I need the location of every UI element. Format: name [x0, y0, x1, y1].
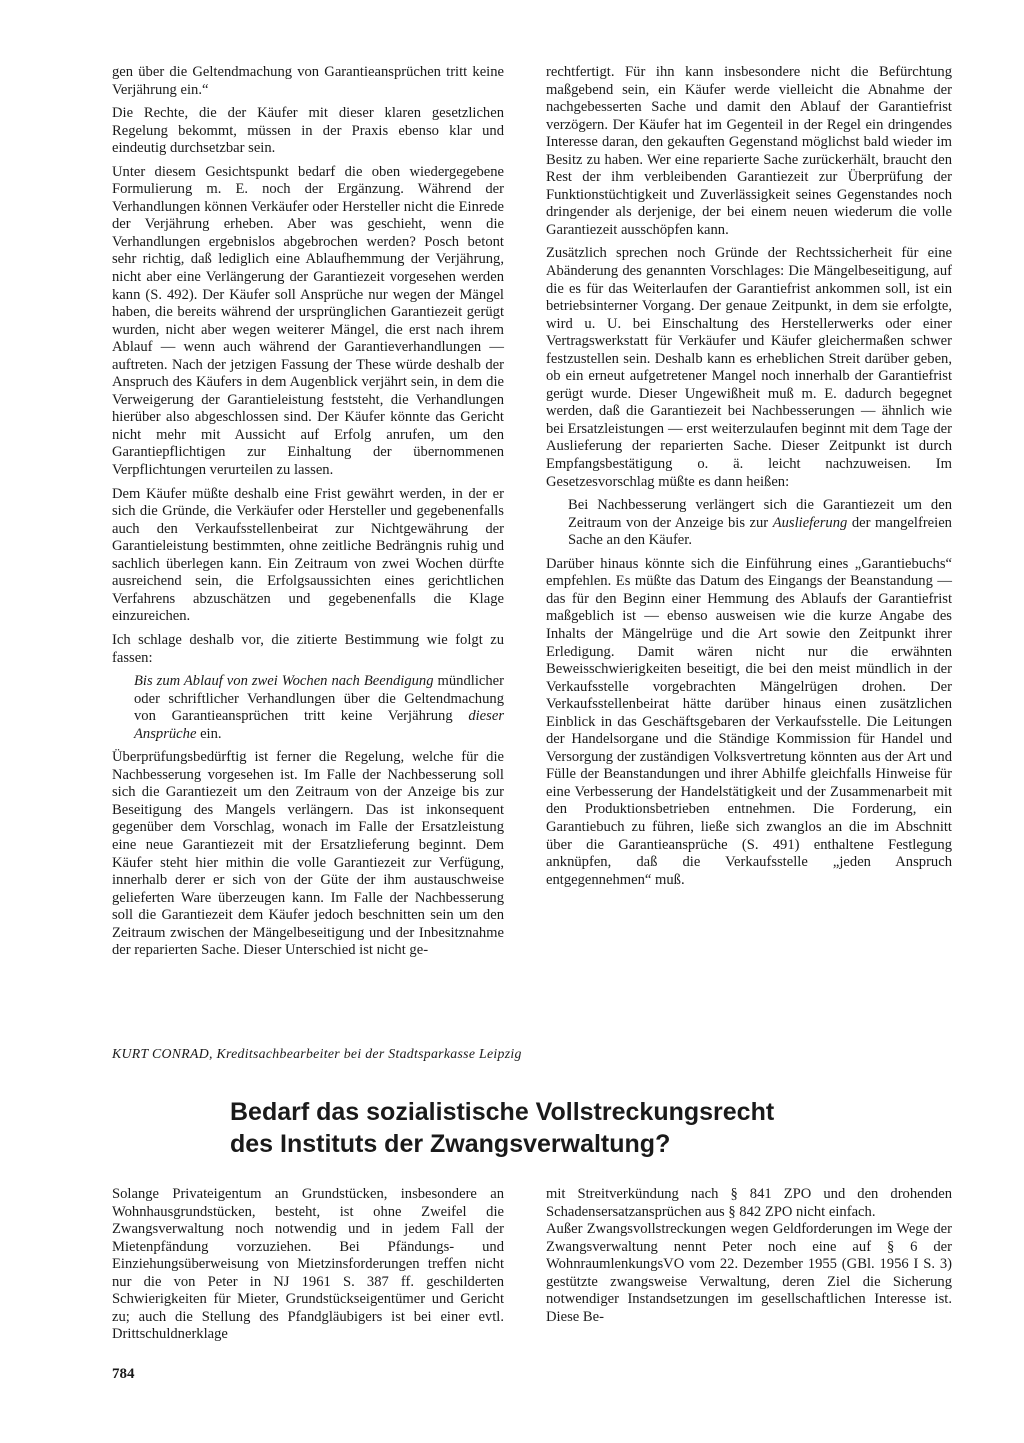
quote-emphasis: Bis zum Ablauf von zwei Wochen nach Beendigung — [134, 673, 434, 690]
quote-text: Bei Nachbesserung verlängert sich die Garantiezeit um den Zeitraum von der Anzeige bis zur — [568, 497, 952, 531]
paragraph: gen über die Geltendmachung von Garantieansprüchen tritt keine Verjährung ein.“ — [112, 64, 504, 98]
quote-emphasis: dieser Ansprüche — [134, 708, 504, 742]
article-bottom-left-column — [112, 1186, 504, 1350]
paragraph: mit Streitverkündung nach § 841 ZPO und den drohenden Schadensersatzansprüchen aus § 842 ZPO nicht einfach. — [546, 1186, 952, 1220]
paragraph: Solange Privateigentum an Grundstücken, insbesondere an Wohnhausgrundstücken, besteht, ist ohne Zweifel die Zwangsverwaltung noch notwendig und in jedem Fall der Mietenpfändung vorzuziehen. Bei Pfändungs- und Einziehungsüberweisung von Mietzinsforderungen treffen nicht nur die von Peter in NJ 1961 S. 387 ff. geschilderten Schwierigkeiten für Mieter, Grundstückseigentümer und Gericht zu; auch die Stellung des Pfandgläubigers ist bei einer evtl. Drittschuldnerklage — [112, 1186, 504, 1343]
quote-emphasis: Auslieferung — [772, 514, 848, 531]
author-byline: KURT CONRAD, Kreditsachbearbeiter bei der Stadtsparkasse Leipzig — [112, 1046, 522, 1061]
proposed-wording-quote — [112, 673, 504, 743]
paragraph: Die Rechte, die der Käufer mit dieser klaren gesetzlichen Regelung bekommt, müssen in der Praxis ebenso klar und eindeutig durchsetzbar sein. — [112, 105, 504, 157]
article-top-right-column — [546, 64, 952, 895]
paragraph: rechtfertigt. Für ihn kann insbesondere nicht die Befürchtung maßgebend sein, ein Käufer werde vielleicht die Abnahme der nachgebesserten Sache und damit den Ablauf der Garantiefrist verzögern. Der Käufer hat im Gegenteil in der Regel ein dringendes Interesse daran, den gekauften Gegenstand möglichst bald wieder im Besitz zu haben. Wer eine reparierte Sache zurückerhält, braucht den Rest der ihm verbleibenden Garantiezeit zur Überprüfung der Funktionstüchtigkeit und Zuverlässigkeit seines Gegenstandes noch dringender als derjenige, der bei einem neuen wiederum die volle Garantiezeit ausschöpfen kann. — [546, 64, 952, 238]
quote-text: der mangelfreien Sache an den Käufer. — [568, 514, 952, 549]
quote-text: ein. — [196, 725, 222, 742]
article-bottom-right-column — [546, 1186, 952, 1332]
article-top-left-column — [112, 64, 504, 966]
paragraph: Darüber hinaus könnte sich die Einführung eines „Garantiebuchs“ empfehlen. Es müßte das Datum des Eingangs der Beanstandung — das für den Beginn einer Hemmung des Ablaufs der Garantiefrist maßgeblich ist — ebenso ausweisen wie die kurze Angabe des Inhalts der Mängelrüge und die Art sowie den Zeitpunkt ihrer Erledigung. Damit wären nicht nur die erwähnten Beweisschwierigkeiten beseitigt, die bei den meist mündlich in der Verkaufsstelle vorgebrachten Mängelrügen drohen. Der Verkaufsstellenbeirat hätte darüber hinaus einen zusätzlichen Einblick in das Geschäftsgebaren der Verkaufsstelle. Die Leitungen der Handelsorgane und die Ständige Kommission für Handel und Versorgung der zuständigen Volksvertretung könnten aus der Art und Fülle der Beanstandungen und ihrer Abhilfe gleichfalls Hinweise für eine Verbesserung der Handelstätigkeit und der Zusammenarbeit mit den Produktionsbetrieben entnehmen. Die Forderung, ein Garantiebuch zu führen, ließe sich zwanglos an die im Abschnitt über die Garantieansprüche (S. 491) enthaltene Festlegung anknüpfen, daß die Verkaufsstelle „jeden Anspruch entgegennehmen“ muß. — [546, 555, 952, 888]
headline-line: des Instituts der Zwangsverwaltung? — [230, 1130, 671, 1158]
quote-text: mündlicher oder schriftlicher Verhandlungen über die Geltendmachung von Garantieansprüchen tritt keine Verjährung — [134, 673, 504, 725]
paragraph: Dem Käufer müßte deshalb eine Frist gewährt werden, in der er sich die Gründe, die Verkäufer oder Hersteller und gegebenenfalls auch den Verkaufsstellenbeirat zur Nichtgewährung der Garantieleistung bestimmten, ohne zeitliche Bedrängnis ruhig und sachlich überlegen kann. Ein Zeitraum von zwei Wochen dürfte ausreichend sein, die Erfolgsaussichten eines gerichtlichen Verfahrens abzuschätzen und gegebenenfalls die Klage einzureichen. — [112, 485, 504, 625]
paragraph: Zusätzlich sprechen noch Gründe der Rechtssicherheit für eine Abänderung des genannten Vorschlages: Die Mängelbeseitigung, auf die es für das Weiterlaufen der Garantiefrist ankommen soll, ist ein betriebsinterner Vorgang. Der genaue Zeitpunkt, in dem sie erfolgte, wird u. U. bei Einschaltung des Herstellerwerks oder einer Vertragswerkstatt für Verkäufer und Käufer gleichermaßen schwer festzustellen sein. Deshalb kann es erheblichen Streit darüber geben, ob ein erneut aufgetretener Mangel noch innerhalb der Garantiefrist gerügt wurde. Dieser Ungewißheit muß m. E. dadurch begegnet werden, daß die Garantiezeit bei Nachbesserungen — ähnlich wie bei Ersatzleistungen — erst weiterzulaufen beginnt mit dem Tage der Auslieferung der reparierten Sache. Dieser Zeitpunkt ist durch Empfangsbestätigung o. ä. leicht nachzuweisen. Im Gesetzesvorschlag müßte es dann heißen: — [546, 245, 952, 490]
paragraph: Außer Zwangsvollstreckungen wegen Geldforderungen im Wege der Zwangsverwaltung nennt Peter noch eine auf § 6 der WohnraumlenkungsVO vom 22. Dezember 1955 (GBl. 1956 I S. 3) gestützte zwangsweise Verwaltung, deren Ziel die Sicherung notwendiger Instandsetzungen im gesellschaftlichen Interesse ist. Diese Be- — [546, 1221, 952, 1325]
paragraph: Überprüfungsbedürftig ist ferner die Regelung, welche für die Nachbesserung vorgesehen ist. Im Falle der Nachbesserung soll sich die Garantiezeit um den Zeitraum von der Anzeige bis zur Beseitigung des Mangels verlängern. Das ist inkonsequent gegenüber dem Vorschlag, wonach im Falle der Ersatzleistung eine neue Garantiezeit mit der Ersatzlieferung beginnt. Dem Käufer steht hier mithin die volle Garantiezeit zur Verfügung, innerhalb derer er sich von der Güte der ihm austauschweise gelieferten Ware überzeugen kann. Im Falle der Nachbesserung soll die Garantiezeit dem Käufer jedoch beschnitten sein um den Zeitraum zwischen der Mängelbeseitigung und der Inbesitznahme der reparierten Sache. Dieser Unterschied ist nicht ge- — [112, 749, 504, 959]
paragraph: Unter diesem Gesichtspunkt bedarf die oben wiedergegebene Formulierung m. E. noch der Ergänzung. Während der Verhandlungen können Verkäufer oder Hersteller nicht die Einrede der Verjährung erheben. Aber was geschieht, wenn die Verhandlungen ergebnislos abgebrochen werden? Posch betont sehr richtig, daß lediglich eine Ablaufhemmung der Verjährung, nicht aber eine Verlängerung der Garantiezeit vorgesehen werden kann (S. 492). Der Käufer soll Ansprüche nur wegen der Mängel haben, die bereits während der ursprünglichen Garantiezeit gerügt wurden, nicht aber wegen weiterer Mängel, die erst nach ihrem Ablauf — wenn auch während der Garantieverhandlungen — auftreten. Nach der jetzigen Fassung der These würde deshalb der Anspruch des Käufers in dem Augenblick verjährt sein, in dem die Verweigerung der Garantieleistung feststeht, die Verhandlungen hierüber also abgeschlossen sind. Der Käufer könnte das Gericht nicht mehr mit Aussicht auf Erfolg anrufen, um den Garantiepflichtigen zur Einhaltung der übernommenen Verpflichtungen verurteilen zu lassen. — [112, 163, 504, 479]
paragraph: Ich schlage deshalb vor, die zitierte Bestimmung wie folgt zu fassen: — [112, 631, 504, 666]
proposed-wording-quote — [546, 497, 952, 550]
headline-line: Bedarf das sozialistische Vollstreckungsrecht — [230, 1098, 775, 1126]
article-headline — [230, 1096, 870, 1160]
page-number: 784 — [112, 1366, 135, 1382]
